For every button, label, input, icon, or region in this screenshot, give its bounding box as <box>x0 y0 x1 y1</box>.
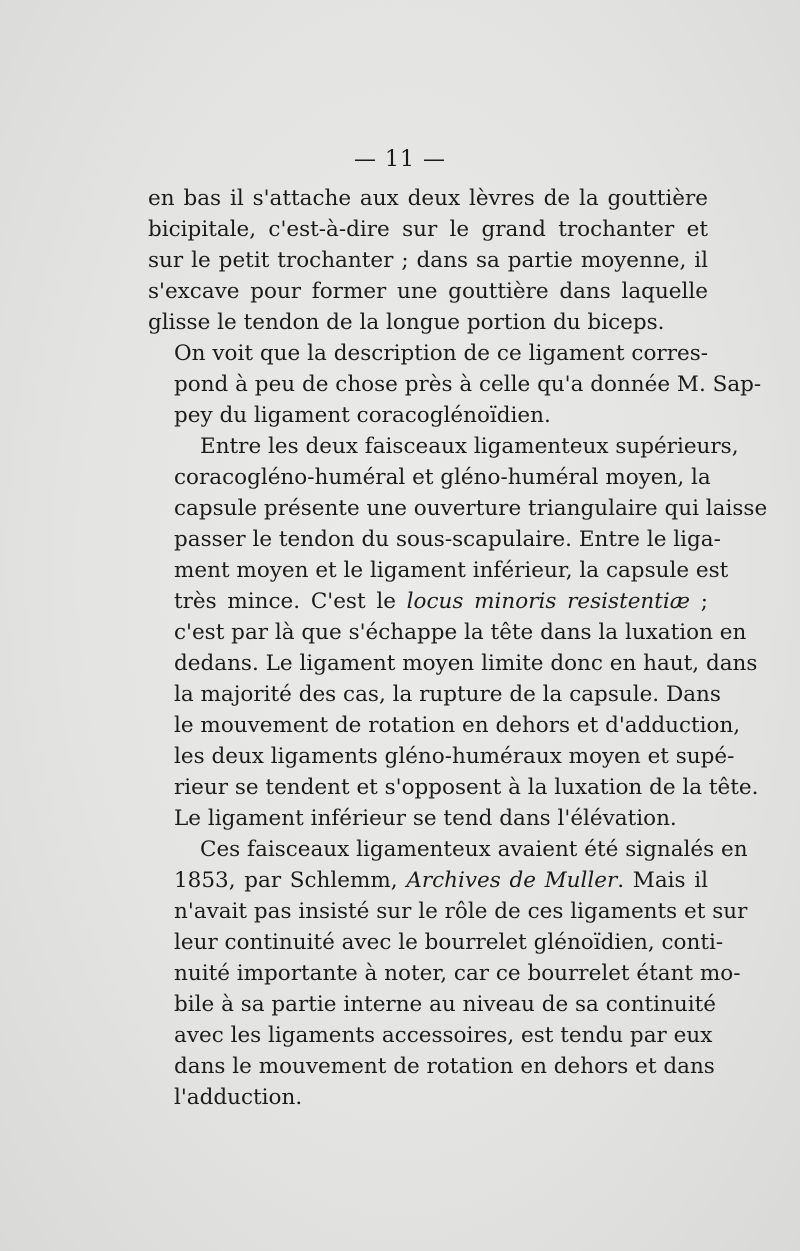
paragraph-3 <box>148 431 768 834</box>
text-line: en bas il s'attache aux deux lèvres de la gouttière <box>148 186 708 211</box>
text-line: glisse le tendon de la longue portion du biceps. <box>148 310 665 335</box>
text-line: nuité importante à noter, car ce bourrelet étant mo- <box>174 961 741 986</box>
text-line: la majorité des cas, la rupture de la capsule. Dans <box>174 682 721 707</box>
text-line: n'avait pas insisté sur le rôle de ces ligaments et sur <box>174 899 748 924</box>
text-line: dans le mouvement de rotation en dehors et dans <box>174 1054 715 1079</box>
paragraph-4 <box>148 834 748 1113</box>
text-line: le mouvement de rotation en dehors et d'adduction, <box>174 713 741 738</box>
page-number: — 11 — <box>354 147 446 172</box>
text-line-italic: très mince. C'est le locus minoris resistentiæ ; <box>174 589 708 614</box>
text-line: bicipitale, c'est-à-dire sur le grand trochanter et <box>148 217 708 242</box>
text-line: pond à peu de chose près à celle qu'a donnée M. Sap- <box>174 372 762 397</box>
text-line: ment moyen et le ligament inférieur, la capsule est <box>174 558 729 583</box>
text-line: s'excave pour former une gouttière dans laquelle <box>148 279 708 304</box>
text-line: On voit que la description de ce ligament corres- <box>174 341 708 366</box>
text-line: rieur se tendent et s'opposent à la luxation de la tête. <box>174 775 759 800</box>
text-line: c'est par là que s'échappe la tête dans la luxation en <box>174 620 747 645</box>
body-text <box>148 183 768 1113</box>
paragraph-2 <box>148 338 762 431</box>
text-line: avec les ligaments accessoires, est tendu par eux <box>174 1023 713 1048</box>
text-line: l'adduction. <box>174 1085 303 1110</box>
italic-phrase: Archives de Muller <box>406 868 618 893</box>
text-line: capsule présente une ouverture triangulaire qui laisse <box>174 496 768 521</box>
text-line: les deux ligaments gléno-huméraux moyen et supé- <box>174 744 735 769</box>
text-line: dedans. Le ligament moyen limite donc en haut, dans <box>174 651 758 676</box>
text-line-italic: 1853, par Schlemm, Archives de Muller. Mais il <box>174 868 708 893</box>
text-line: bile à sa partie interne au niveau de sa continuité <box>174 992 716 1017</box>
text-line: passer le tendon du sous-scapulaire. Entre le liga- <box>174 527 721 552</box>
text-line: leur continuité avec le bourrelet glénoïdien, conti- <box>174 930 724 955</box>
text-line: sur le petit trochanter ; dans sa partie moyenne, il <box>148 248 708 273</box>
text-line: pey du ligament coracoglénoïdien. <box>174 403 551 428</box>
text-line: Entre les deux faisceaux ligamenteux supérieurs, <box>200 434 739 459</box>
text-line: Le ligament inférieur se tend dans l'élévation. <box>174 806 677 831</box>
paragraph-1 <box>148 183 708 338</box>
text-line: coracogléno-huméral et gléno-huméral moyen, la <box>174 465 711 490</box>
italic-phrase: locus minoris resistentiæ <box>406 589 690 614</box>
text-line: Ces faisceaux ligamenteux avaient été signalés en <box>200 837 748 862</box>
